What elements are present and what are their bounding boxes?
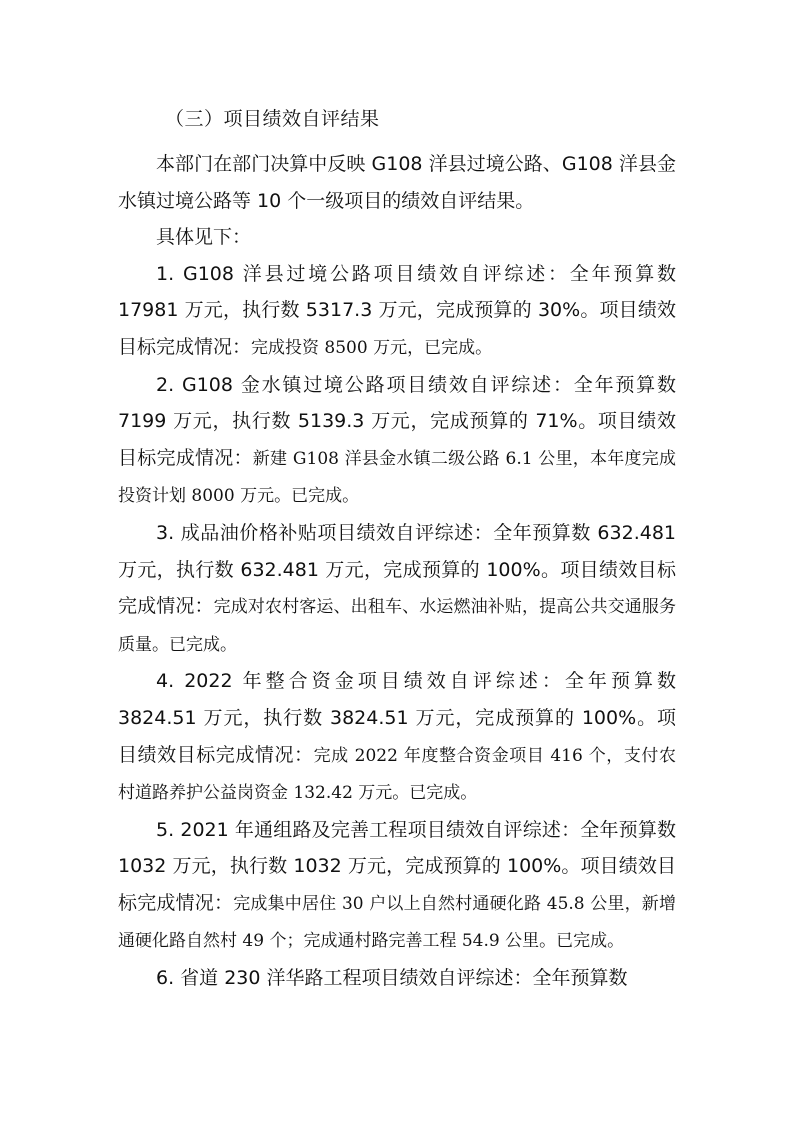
item-summary: 3. 成品油价格补贴项目绩效自评综述：全年预算数 632.481 万元，执行数 632.481 万元，完成预算的 100%。项目绩效目标完成情况：	[118, 521, 676, 618]
document-body	[118, 146, 676, 998]
item-summary: 2. G108 金水镇过境公路项目绩效自评综述：全年预算数 7199 万元，执行数 5139.3 万元，完成预算的 71%。项目绩效目标完成情况：	[118, 373, 676, 469]
item-paragraph-6	[118, 960, 676, 998]
item-summary: 4. 2022 年整合资金项目绩效自评综述：全年预算数 3824.51 万元，执行数 3824.51 万元，完成预算的 100%。项目绩效目标完成情况：	[118, 670, 676, 766]
item-summary: 1. G108 洋县过境公路项目绩效自评综述：全年预算数 17981 万元，执行数 5317.3 万元，完成预算的 30%。项目绩效目标完成情况：	[118, 262, 676, 358]
item-detail: 完成集中居住 30 户以上自然村通硬化路 45.8 公里，新增通硬化路自然村 49 个；完成通村路完善工程 54.9 公里。已完成。	[118, 893, 676, 952]
item-detail: 完成对农村客运、出租车、水运燃油补贴，提高公共交通服务质量。已完成。	[118, 597, 676, 655]
item-paragraph-2	[118, 367, 676, 515]
see-below-paragraph: 具体见下：	[156, 226, 252, 249]
item-detail: 完成投资 8500 万元，已完成。	[251, 337, 493, 358]
item-paragraph-1	[118, 256, 676, 367]
item-paragraph-4	[118, 663, 676, 811]
item-detail: 完成 2022 年度整合资金项目 416 个，支付农村道路养护公益岗资金 132.42 万元。已完成。	[118, 745, 676, 804]
item-detail: 新建 G108 洋县金水镇二级公路 6.1 公里，本年度完成投资计划 8000 万元。已完成。	[118, 448, 676, 507]
section-heading: （三）项目绩效自评结果	[165, 108, 380, 130]
item-paragraph-3	[118, 515, 676, 663]
intro-paragraph: 本部门在部门决算中反映 G108 洋县过境公路、G108 洋县金水镇过境公路等 10 个一级项目的绩效自评结果。	[118, 153, 676, 212]
item-summary: 5. 2021 年通组路及完善工程项目绩效自评综述：全年预算数 1032 万元，执行数 1032 万元，完成预算的 100%。项目绩效目标完成情况：	[118, 818, 676, 914]
item-paragraph-5	[118, 812, 676, 960]
item-summary: 6. 省道 230 洋华路工程项目绩效自评综述：全年预算数	[156, 967, 628, 990]
